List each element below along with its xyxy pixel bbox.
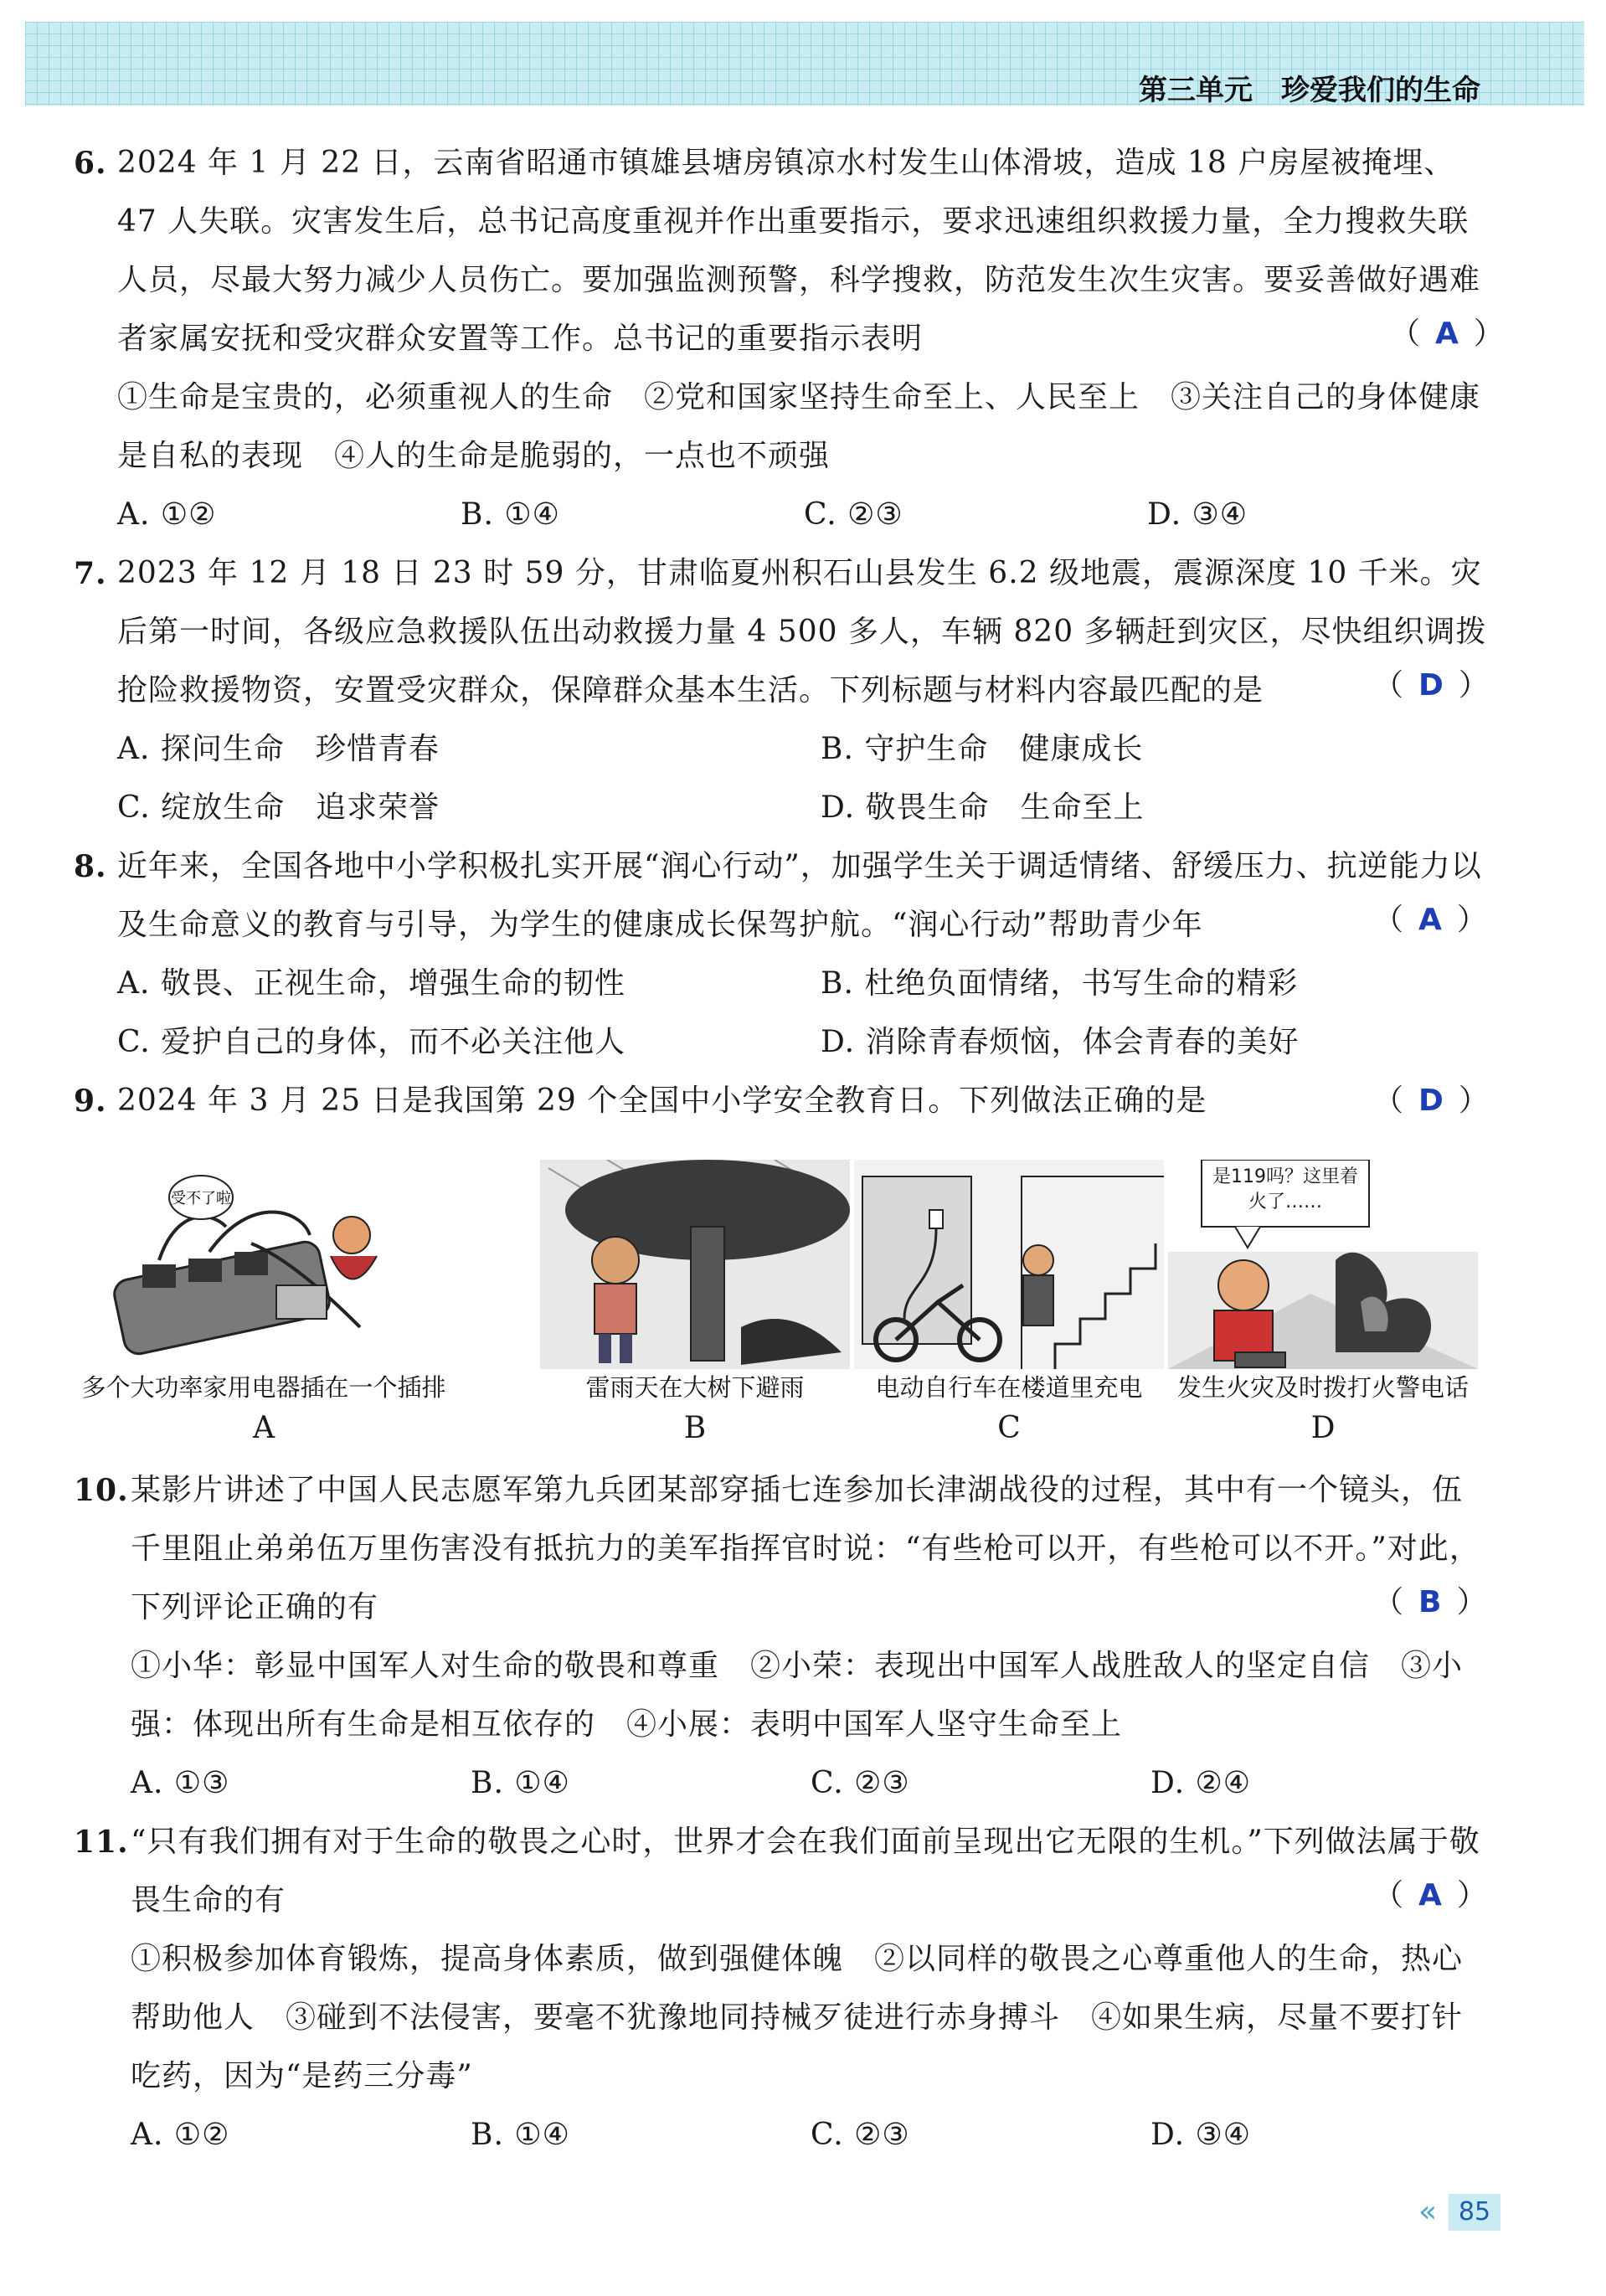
options-row [74, 486, 1490, 544]
picture-letter: A [253, 1411, 275, 1445]
option-c: C. ②③ [811, 1766, 910, 1800]
statements: ①生命是宝贵的，必须重视人的生命 ②党和国家坚持生命至上、人民至上 ③关注自己的身体健康是自私的表现 ④人的生命是脆弱的，一点也不顽强 [117, 380, 1481, 473]
option-a: A. ①② [131, 2118, 230, 2152]
question-number: 9. [74, 1084, 107, 1119]
question-stem [74, 837, 1490, 955]
options-row [74, 2106, 1490, 2165]
statements: ①小华：彰显中国军人对生命的敬畏和尊重 ②小荣：表现出中国军人战胜敌人的坚定自信 ③小强：体现出所有生命是相互依存的 ④小展：表明中国军人坚守生命至上 [131, 1649, 1464, 1742]
option-d: D. 消除青春烦恼，体会青春的美好 [821, 1025, 1300, 1059]
answer-bracket-7: （ D ） [1373, 668, 1489, 703]
option-a: A. 探问生命 珍惜青春 [117, 732, 440, 766]
question-number: 6. [74, 146, 107, 181]
question-6 [74, 134, 1490, 544]
answer: D [1418, 1084, 1444, 1118]
question-10 [74, 1461, 1490, 1813]
option-a: A. ①③ [131, 1766, 230, 1800]
question-8 [74, 837, 1490, 1072]
question-11 [74, 1813, 1490, 2165]
bubble-text: 受不了啦 [171, 1190, 231, 1207]
bubble-text: 是119吗？这里着火了…… [1212, 1166, 1358, 1212]
picture-letter: B [683, 1411, 707, 1445]
answer-bracket-10: （ B ） [1373, 1585, 1487, 1619]
question-number: 11. [74, 1825, 129, 1860]
option-c: C. 绽放生命 追求荣誉 [117, 790, 440, 825]
picture-caption: 电动自行车在楼道里充电 [875, 1373, 1143, 1402]
question-number: 8. [74, 849, 107, 884]
picture-b [540, 1160, 850, 1445]
option-d: D. 敬畏生命 生命至上 [821, 790, 1145, 825]
answer: A [1418, 903, 1442, 937]
answer: B [1418, 1585, 1442, 1619]
answer: D [1418, 668, 1444, 703]
answer-bracket-8: （ A ） [1373, 903, 1487, 937]
ebike-in-corridor-illustration [854, 1160, 1164, 1369]
question-stem [74, 1813, 1490, 1930]
picture-letter: C [997, 1411, 1021, 1445]
question-9 [74, 1072, 1490, 1130]
question-stem [74, 1072, 1490, 1130]
question-number: 7. [74, 556, 107, 591]
options-grid [74, 955, 1490, 1072]
fire-call-illustration [1168, 1160, 1478, 1369]
options-grid [74, 720, 1490, 837]
option-b: B. 杜绝负面情绪，书写生命的精彩 [821, 966, 1299, 1001]
tree-in-rain-illustration [540, 1160, 850, 1369]
question-stem [74, 544, 1490, 720]
stem-text: “只有我们拥有对于生命的敬畏之心时，世界才会在我们面前呈现出它无限的生机。”下列做法属于敬畏生命的有 [131, 1825, 1480, 1918]
picture-caption: 多个大功率家用电器插在一个插排 [81, 1373, 446, 1402]
picture-c [854, 1160, 1164, 1445]
option-a: A. 敬畏、正视生命，增强生命的韧性 [117, 966, 625, 1001]
stem-text: 某影片讲述了中国人民志愿军第九兵团某部穿插七连参加长津湖战役的过程，其中有一个镜头，伍千里阻止弟弟伍万里伤害没有抵抗力的美军指挥官时说：“有些枪可以开，有些枪可以不开。”对此，下列评论正确的有 [131, 1473, 1480, 1624]
picture-caption: 雷雨天在大树下避雨 [585, 1373, 805, 1402]
stem-text: 2023 年 12 月 18 日 23 时 59 分，甘肃临夏州积石山县发生 6.2 级地震，震源深度 10 千米。灾后第一时间，各级应急救援队伍出动救援力量 4 500 多人，车辆 820 多辆赶到灾区，尽快组织调拨抢险救援物资，安置受灾群众，保障群众基本生活。下列标题与材料内容最匹配的是 [117, 556, 1487, 708]
options-row [74, 1754, 1490, 1813]
question-number: 10. [74, 1473, 129, 1508]
answer-bracket-9: （ D ） [1373, 1084, 1489, 1118]
picture-d [1168, 1160, 1478, 1445]
stem-text: 2024 年 1 月 22 日，云南省昭通市镇雄县塘房镇凉水村发生山体滑坡，造成 18 户房屋被掩埋、47 人失联。灾害发生后，总书记高度重视并作出重要指示，要求迅速组织救援力量，全力搜救失联人员，尽最大努力减少人员伤亡。要加强监测预警，科学搜救，防范发生次生灾害。要妥善做好遇难者家属安抚和受灾群众安置等工作。总书记的重要指示表明 [117, 146, 1481, 356]
answer-bracket-6: （ A ） [1390, 317, 1504, 351]
answer-bracket-11: （ A ） [1373, 1878, 1487, 1912]
answer: A [1418, 1878, 1442, 1912]
picture-caption: 发生火灾及时拨打火警电话 [1176, 1373, 1469, 1402]
picture-letter: D [1310, 1411, 1336, 1445]
option-b: B. ①④ [471, 1766, 570, 1800]
picture-options [81, 1160, 1490, 1445]
chevron-left-icon: « [1418, 2195, 1438, 2229]
picture-a [81, 1160, 446, 1445]
answer: A [1435, 317, 1459, 351]
option-c: C. ②③ [804, 497, 903, 532]
option-d: D. ③④ [1150, 2118, 1252, 2152]
stem-text: 2024 年 3 月 25 日是我国第 29 个全国中小学安全教育日。下列做法正确的是 [117, 1084, 1207, 1118]
option-b: B. ①④ [471, 2118, 570, 2152]
option-b: B. 守护生命 健康成长 [821, 732, 1144, 766]
page-number: 85 [1449, 2194, 1500, 2231]
option-a: A. ①② [117, 497, 217, 532]
stem-text: 近年来，全国各地中小学积极扎实开展“润心行动”，加强学生关于调适情绪、舒缓压力、抗逆能力以及生命意义的教育与引导，为学生的健康成长保驾护航。“润心行动”帮助青少年 [117, 849, 1482, 942]
option-c: C. 爱护自己的身体，而不必关注他人 [117, 1025, 626, 1059]
option-c: C. ②③ [811, 2118, 910, 2152]
question-stem [74, 1461, 1490, 1637]
question-stem [74, 134, 1490, 368]
option-b: B. ①④ [461, 497, 560, 532]
question-7 [74, 544, 1490, 837]
unit-title: 第三单元 珍爱我们的生命 [1139, 74, 1480, 107]
option-d: D. ②④ [1150, 1766, 1252, 1800]
power-strip-illustration [109, 1160, 419, 1369]
statements: ①积极参加体育锻炼，提高身体素质，做到强健体魄 ②以同样的敬畏之心尊重他人的生命，热心帮助他人 ③碰到不法侵害，要毫不犹豫地同持械歹徒进行赤身搏斗 ④如果生病，尽量不要打针吃药，因为“是药三分毒” [131, 1942, 1464, 2093]
option-d: D. ③④ [1147, 497, 1248, 532]
